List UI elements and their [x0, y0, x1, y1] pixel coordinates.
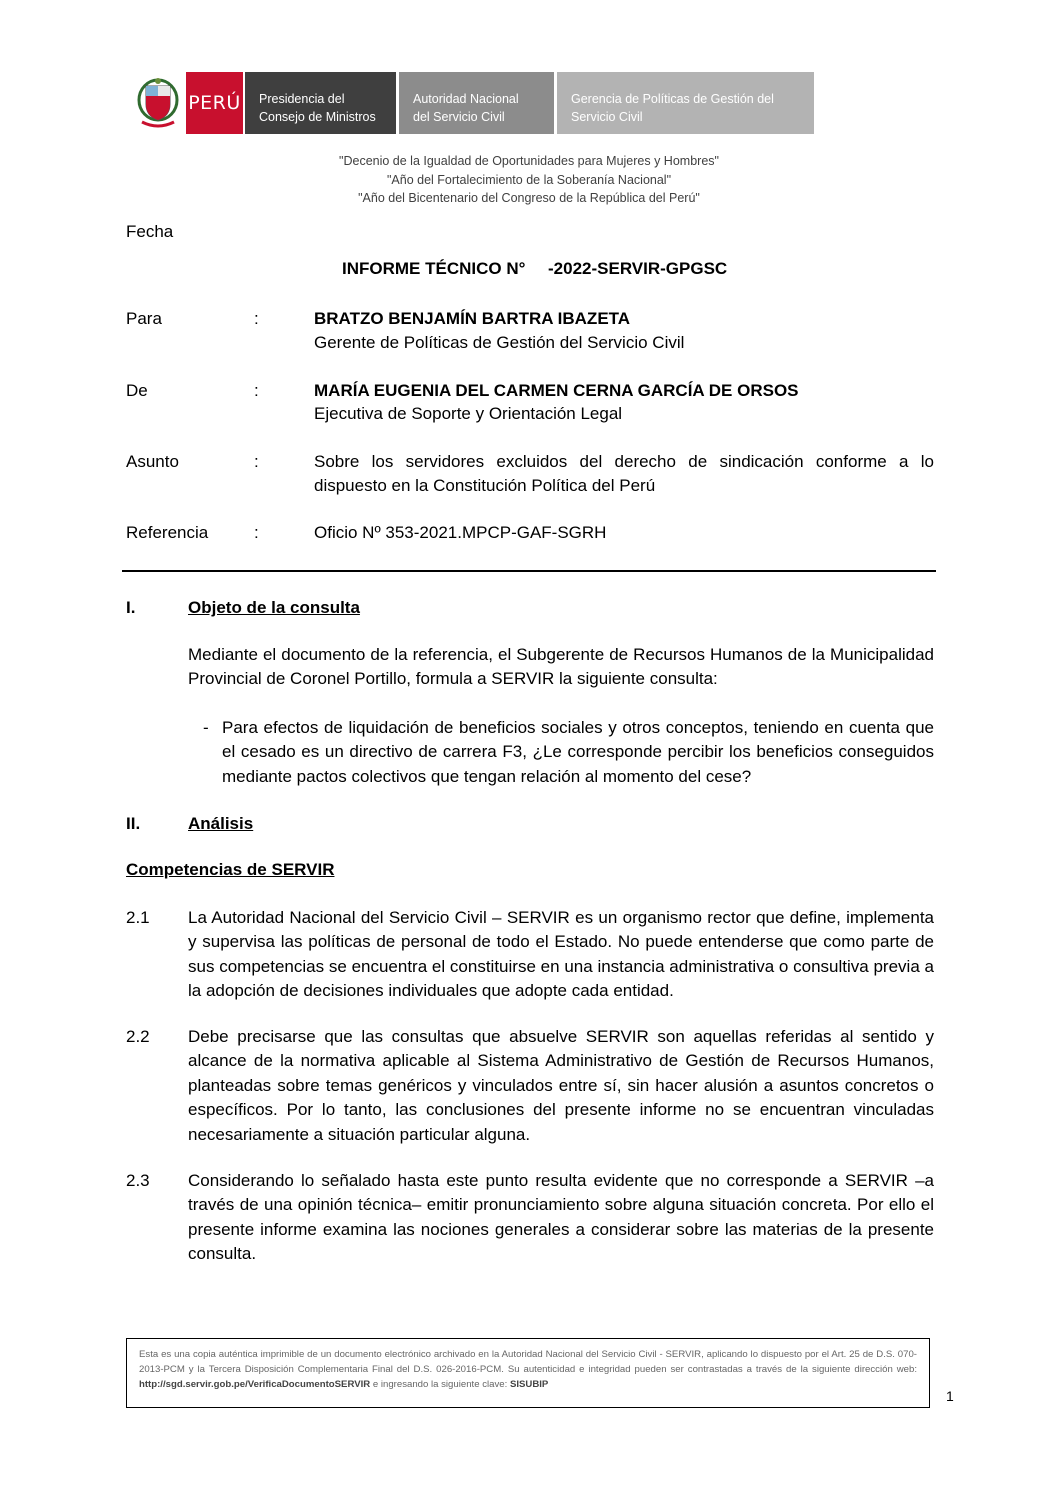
paragraph-number: 2.3 — [126, 1171, 150, 1190]
para-role: Gerente de Políticas de Gestión del Servicio Civil — [314, 333, 685, 352]
para-colon: : — [254, 309, 259, 328]
authenticity-notice: Esta es una copia auténtica imprimible de un documento electrónico archivado en la Autoridad Nacional del Servicio Civil - SERVIR, aplicando lo dispuesto por el Art. 25 de D.S. 070-2013-PCM y la Tercera Disposición Complementaria Final del D.S. 026-2016-PCM. Su autenticidad e integridad pueden ser contrastadas a través de la siguiente dirección web: http://sgd.servir.gob.pe/VerificaDocumentoSERVIR e ingresando la siguiente clave: SISUBIP — [126, 1338, 930, 1408]
header-pcm: Presidencia del Consejo de Ministros — [245, 72, 396, 134]
para-name: BRATZO BENJAMÍN BARTRA IBAZETA — [314, 309, 631, 328]
asunto-line2: dispuesto en la Constitución Política del Perú — [314, 476, 656, 495]
section2-number: II. — [126, 814, 141, 833]
referencia-label: Referencia — [126, 523, 209, 542]
bullet-mark: - — [203, 718, 209, 737]
section1-bullet: Para efectos de liquidación de beneficios sociales y otros conceptos, teniendo en cuenta que el cesado es un directivo de carrera F3, ¿Le corresponde percibir los beneficios conseguidos mediante pactos colectivos que tengan relación al momento del cese? — [222, 718, 934, 786]
letterhead — [130, 72, 814, 134]
header-servir: Autoridad Nacional del Servicio Civil — [399, 72, 554, 134]
year-mottos: "Decenio de la Igualdad de Oportunidades para Mujeres y Hombres" "Año del Fortalecimiento de la Soberanía Nacional" "Año del Bicentenario del Congreso de la República del Perú" — [339, 154, 719, 205]
paragraph-number: 2.2 — [126, 1027, 150, 1046]
de-role: Ejecutiva de Soporte y Orientación Legal — [314, 404, 623, 423]
header-divider — [122, 570, 936, 572]
referencia-value: Oficio Nº 353-2021.MPCP-GAF-SGRH — [314, 523, 607, 542]
page-number: 1 — [946, 1388, 954, 1404]
section1-number: I. — [126, 598, 136, 617]
para-label: Para — [126, 309, 162, 328]
section2-title: Análisis — [188, 814, 254, 833]
de-label: De — [126, 381, 148, 400]
de-name: MARÍA EUGENIA DEL CARMEN CERNA GARCÍA DE ORSOS — [314, 381, 799, 400]
header-gerencia: Gerencia de Políticas de Gestión del Servicio Civil — [557, 72, 814, 134]
paragraph-2-1: La Autoridad Nacional del Servicio Civil – SERVIR es un organismo rector que define, implementa y supervisa las políticas de personal de todo el Estado. No puede entenderse que como parte de sus competencias se encuentra el constituirse en una instancia administrativa o consultiva previa a la adopción de decisiones individuales que adopte cada entidad. — [188, 908, 934, 1001]
peru-logo: PERÚ — [186, 72, 243, 134]
section1-title: Objeto de la consulta — [188, 598, 360, 617]
paragraph-number: 2.1 — [126, 908, 150, 927]
paragraph-2-2: Debe precisarse que las consultas que absuelve SERVIR son aquellas referidas al sentido y alcance de la normativa aplicable al Sistema Administrativo de Gestión de Recursos Humanos, planteadas sobre temas genéricos y vinculados entre sí, sin hacer alusión a asuntos concretos o específicos. Por lo tanto, las conclusiones del presente informe no se encuentran vinculadas necesariamente a situación particular alguna. — [188, 1027, 934, 1144]
asunto-colon: : — [254, 452, 259, 471]
informe-title: INFORME TÉCNICO N° — [342, 259, 526, 278]
referencia-colon: : — [254, 523, 259, 542]
coat-of-arms-icon — [130, 72, 186, 134]
competencias-subtitle: Competencias de SERVIR — [126, 860, 335, 879]
verification-link[interactable]: http://sgd.servir.gob.pe/VerificaDocumentoSERVIR — [139, 1379, 371, 1390]
de-colon: : — [254, 381, 259, 400]
asunto-line1: Sobre los servidores excluidos del derecho de sindicación conforme a lo — [314, 452, 934, 471]
section1-intro: Mediante el documento de la referencia, el Subgerente de Recursos Humanos de la Municipalidad Provincial de Coronel Portillo, formula a SERVIR la siguiente consulta: — [188, 645, 934, 689]
fecha-label: Fecha — [126, 222, 174, 241]
informe-code: -2022-SERVIR-GPGSC — [548, 259, 728, 278]
asunto-label: Asunto — [126, 452, 179, 471]
paragraph-2-3: Considerando lo señalado hasta este punto resulta evidente que no corresponde a SERVIR –a través de una opinión técnica– emitir pronunciamiento sobre alguna situación concreta. Por ello el presente informe examina las nociones generales a considerar sobre las materias de la presente consulta. — [188, 1171, 934, 1264]
verification-key: SISUBIP — [509, 1379, 549, 1390]
